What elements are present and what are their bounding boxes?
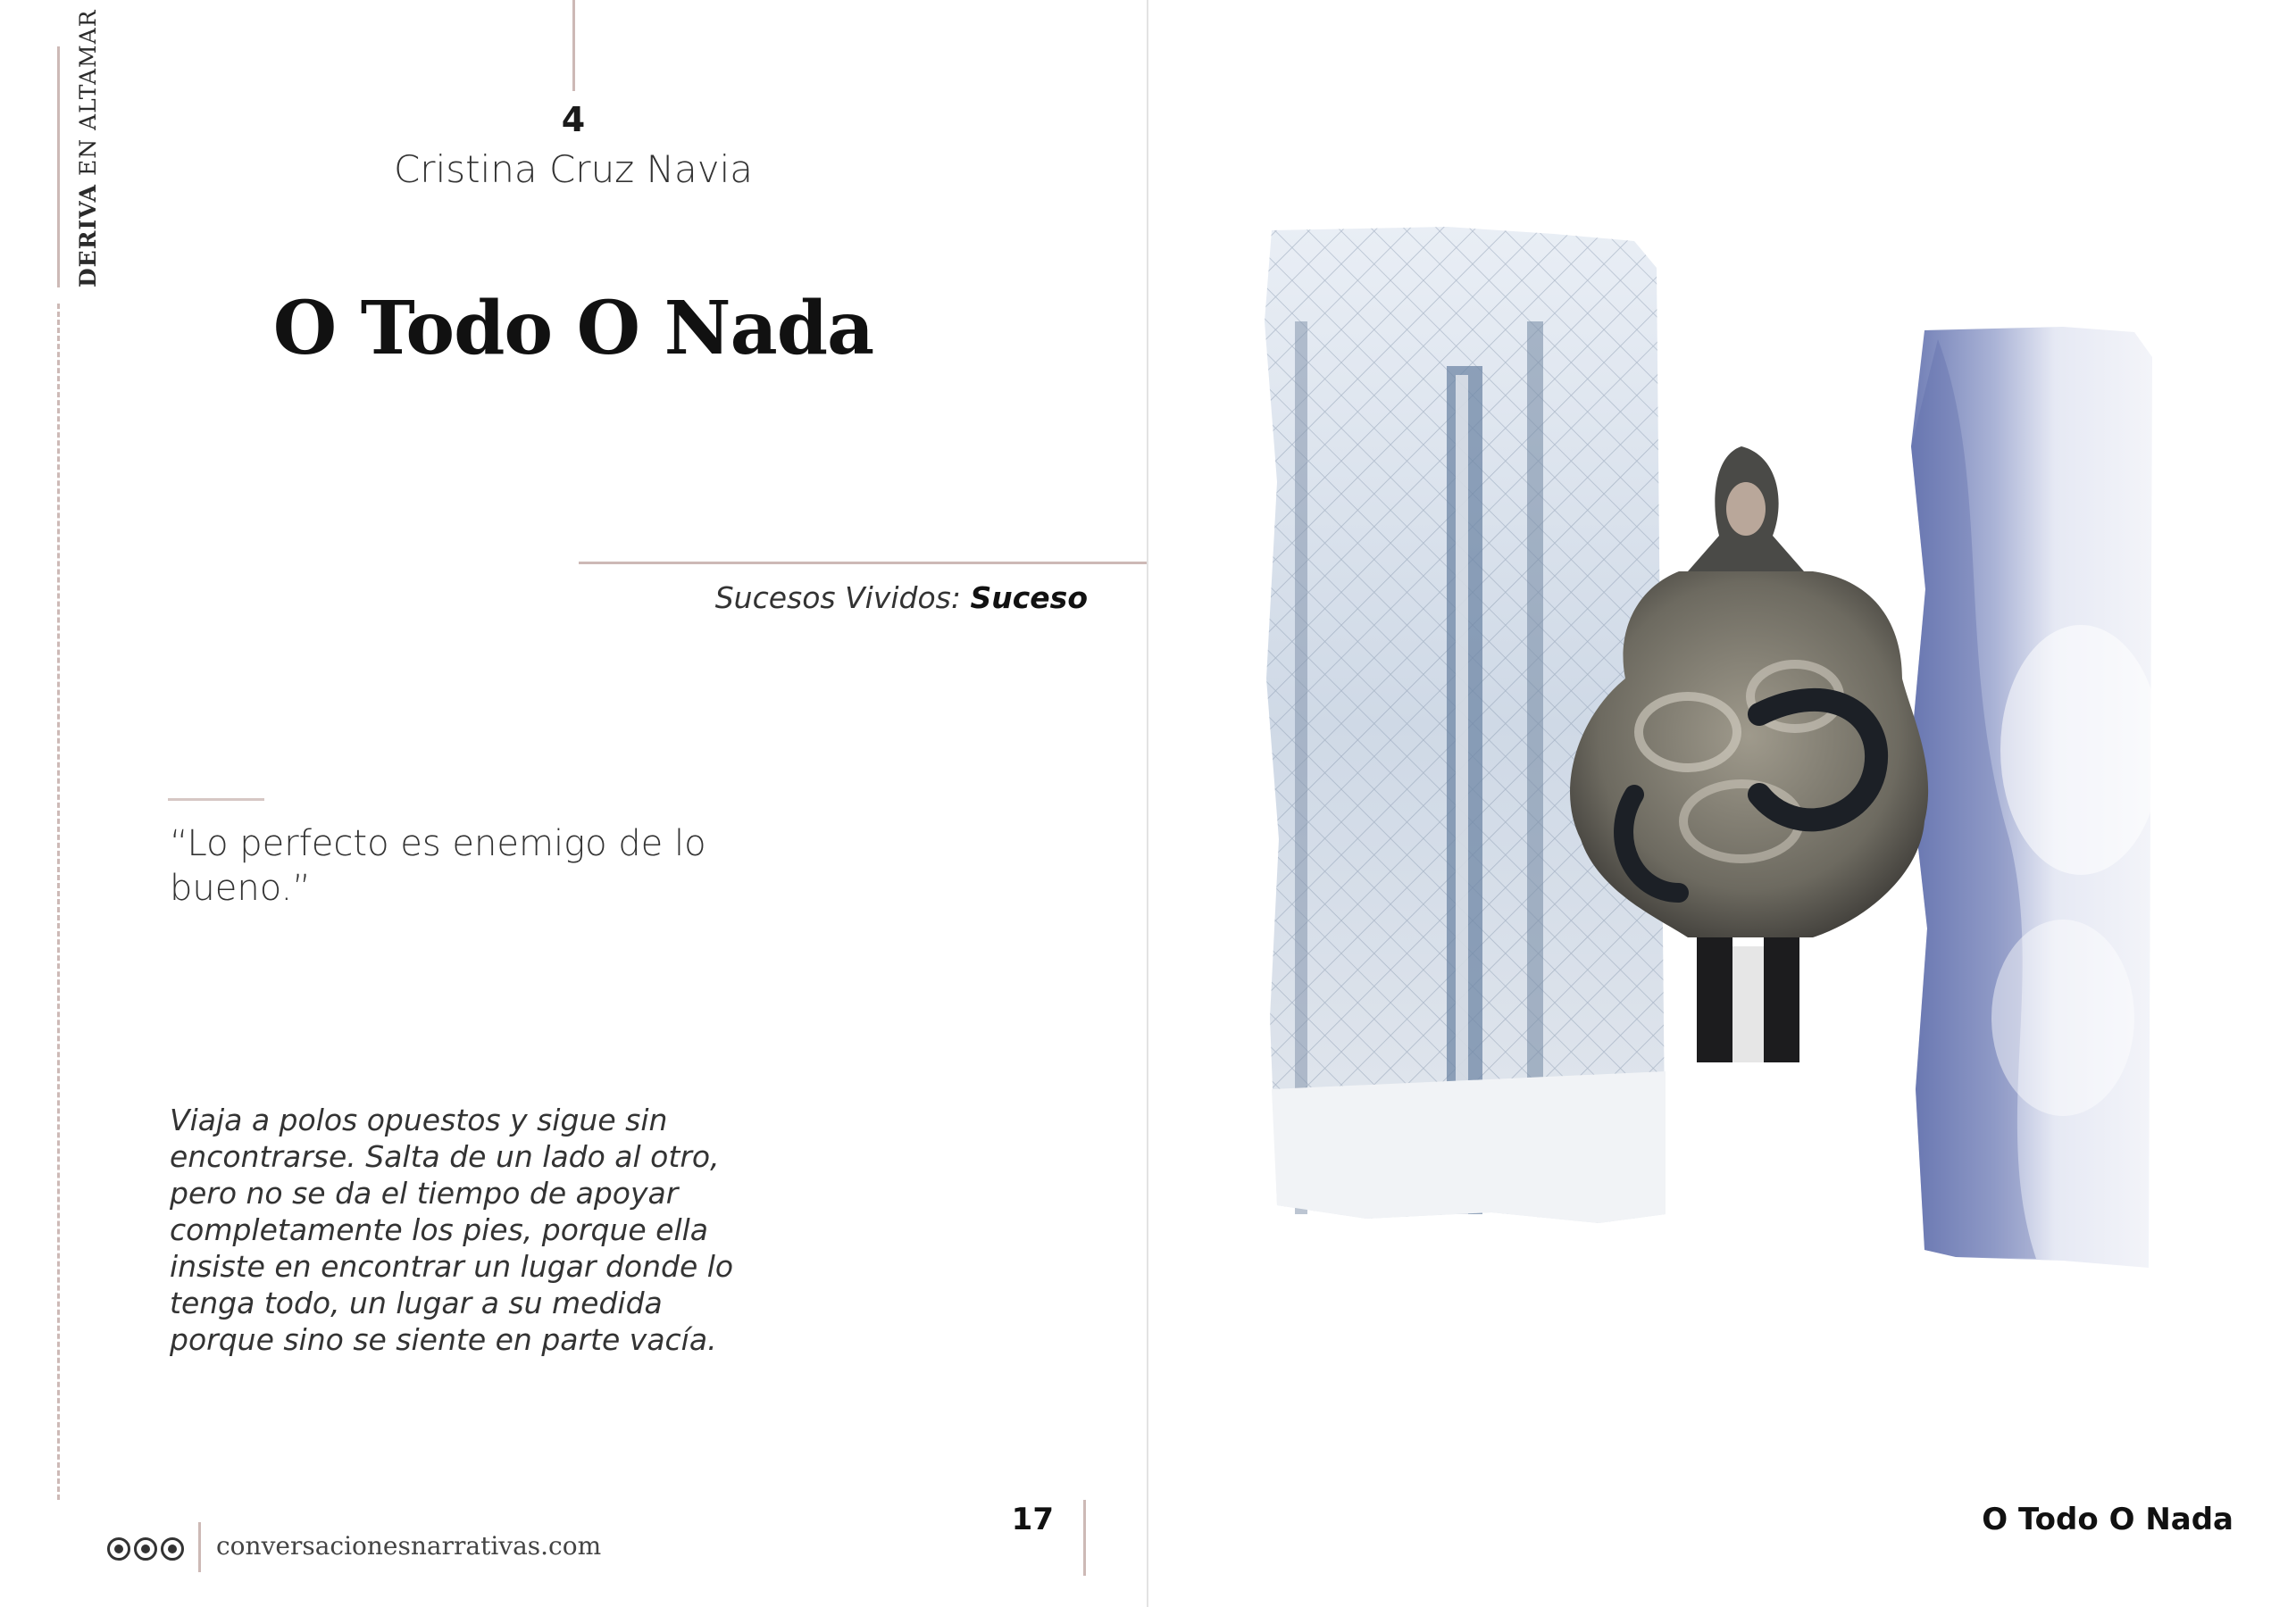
- page-number: 17: [1011, 1502, 1054, 1537]
- footer-url[interactable]: conversacionesnarrativas.com: [216, 1531, 602, 1561]
- category-label: Sucesos Vividos:: [714, 580, 971, 615]
- epigraph-quote: “Lo perfecto es enemigo de lo bueno.”: [170, 823, 706, 909]
- category-line: [463, 580, 1088, 615]
- section-divider: [579, 562, 1147, 564]
- page-number-divider: [1083, 1500, 1086, 1576]
- summary-text: Viaja a polos opuestos y sigue sin encontrarse. Salta de un lado al otro, pero no se da el tiempo de apoyar completamente los pies, porque ella insiste en encontrar un lugar donde lo tenga todo, un lugar a su medida porque sino se siente en parte vacía.: [170, 1103, 734, 1357]
- left-page: [0, 0, 1147, 1607]
- running-title: O Todo O Nada: [1982, 1502, 2233, 1537]
- chapter-title: O Todo O Nada: [272, 286, 874, 371]
- top-divider: [572, 0, 575, 91]
- chapter-number: 4: [561, 100, 586, 139]
- footer-divider: [198, 1522, 201, 1572]
- chapter-author: Cristina Cruz Navia: [393, 147, 753, 191]
- collage-illustration: [1259, 214, 2161, 1268]
- publisher-logo: [107, 1533, 184, 1565]
- running-header: DERIVA EN ALTAMAR: [75, 9, 101, 287]
- category-value: Suceso: [970, 580, 1088, 615]
- circle-logo-icon: [107, 1537, 130, 1561]
- circle-logo-icon: [161, 1537, 184, 1561]
- quote-divider: [168, 798, 264, 801]
- margin-dashed-rule: [57, 304, 60, 1500]
- hexagon-logo-icon: [134, 1537, 157, 1561]
